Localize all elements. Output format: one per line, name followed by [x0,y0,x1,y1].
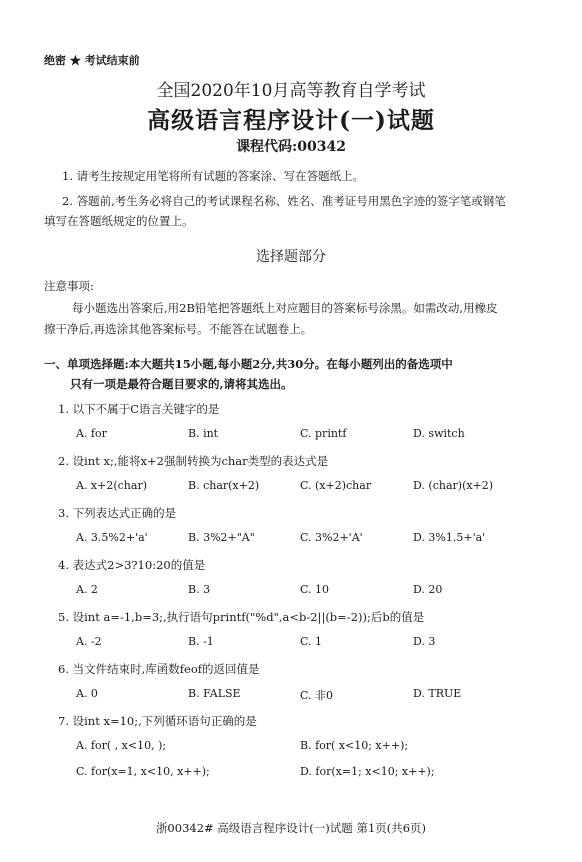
q5-option-d: D. 3 [413,635,436,648]
course-code: 课程代码:00342 [236,139,346,155]
q2-option-c: C. (x+2)char [300,479,372,492]
q5-option-c: C. 1 [300,635,323,648]
q1-option-c: C. printf [300,427,347,440]
q4-option-d: D. 20 [413,583,443,596]
part-heading-cont: 只有一项是最符合题目要求的,请将其选出。 [70,377,293,391]
q3-option-a: A. 3.5%2+'a' [76,531,148,544]
instruction-2-cont: 填写在答题纸规定的位置上。 [44,214,194,228]
q4-option-c: C. 10 [300,583,330,596]
q2-option-d: D. (char)(x+2) [413,479,494,492]
q3-option-b: B. 3%2+"A" [188,531,255,544]
q5-option-a: A. -2 [76,635,102,648]
question-4: 4. 表达式2>3?10:20的值是 [58,558,206,572]
notice-label: 注意事项: [44,279,94,293]
question-7: 7. 设int x=10;,下列循环语句正确的是 [58,714,257,728]
notice-line-1: 每小题选出答案后,用2B铅笔把答题纸上对应题目的答案标号涂黑。如需改动,用橡皮 [72,301,498,315]
q6-option-c: C. 非0 [300,689,334,702]
q7-option-c: C. for(x=1, x<10, x++); [76,765,210,778]
notice-line-2: 擦干净后,再选涂其他答案标号。不能答在试题卷上。 [44,322,313,336]
q5-option-b: B. -1 [188,635,214,648]
question-2: 2. 设int x;,能将x+2强制转换为char类型的表达式是 [58,454,329,468]
q7-option-d: D. for(x=1; x<10; x++); [300,765,435,778]
q6-option-d: D. TRUE [413,687,462,700]
q4-option-a: A. 2 [76,583,98,596]
q2-option-a: A. x+2(char) [76,479,148,492]
q3-option-c: C. 3%2+'A' [300,531,363,544]
q3-option-d: D. 3%1.5+'a' [413,531,486,544]
q4-option-b: B. 3 [188,583,211,596]
section-title: 选择题部分 [256,249,326,265]
q1-option-b: B. int [188,427,219,440]
q6-option-b: B. FALSE [188,687,241,700]
q1-option-a: A. for [76,427,107,440]
q2-option-b: B. char(x+2) [188,479,260,492]
exam-title: 全国2020年10月高等教育自学考试 [156,81,426,101]
q6-option-a: A. 0 [76,687,98,700]
instruction-1: 1. 请考生按规定用笔将所有试题的答案涂、写在答题纸上。 [62,169,365,183]
question-1: 1. 以下不属于C语言关键字的是 [58,402,220,416]
q1-option-d: D. switch [413,427,465,440]
subject-title: 高级语言程序设计(一)试题 [147,107,435,134]
question-6: 6. 当文件结束时,库函数feof的返回值是 [58,662,260,676]
part-heading: 一、单项选择题:本大题共15小题,每小题2分,共30分。在每小题列出的备选项中 [44,357,453,371]
instruction-2: 2. 答题前,考生务必将自己的考试课程名称、姓名、准考证号用黑色字迹的签字笔或钢笔 [62,194,506,208]
q7-option-b: B. for( x<10; x++); [300,739,409,752]
q7-option-a: A. for( , x<10, ); [76,739,167,752]
question-5: 5. 设int a=-1,b=3;,执行语句printf("%d",a<b-2||(b=-2));后b的值是 [58,610,425,624]
question-3: 3. 下列表达式正确的是 [58,506,177,520]
page-footer: 浙00342# 高级语言程序设计(一)试题 第1页(共6页) [155,821,427,835]
confidential-label: 绝密 ★ 考试结束前 [44,54,140,67]
